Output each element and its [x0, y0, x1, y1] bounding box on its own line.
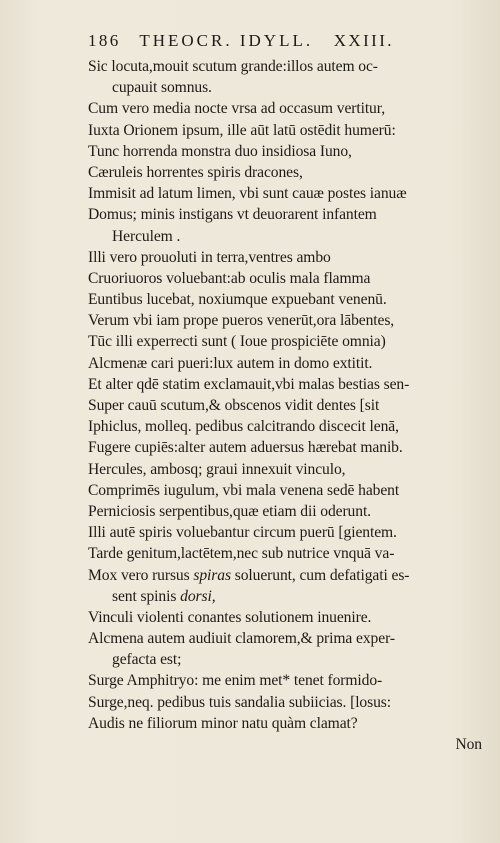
line-text: Cum vero media nocte vrsa ad occasum vertitur,: [88, 100, 386, 118]
line-text: Cæruleis horrentes spiris dracones,: [88, 163, 303, 181]
text-line: [88, 628, 488, 649]
idyll-number: XXIII.: [333, 31, 394, 50]
line-text: Audis ne filiorum minor natu quàm clamat?: [88, 714, 358, 732]
text-line: [88, 310, 488, 331]
line-text: Cruoriuoros voluebant:ab oculis mala flamma: [88, 269, 371, 287]
line-text: Comprimēs iugulum, vbi mala venena sedē habent: [88, 481, 400, 499]
text-line: [88, 459, 488, 480]
line-text: gefacta est;: [112, 651, 182, 669]
catchword: Non: [455, 736, 482, 753]
line-text: Herculem .: [112, 227, 181, 245]
text-line: [88, 120, 488, 141]
text-line: [88, 586, 488, 607]
text-line: [88, 98, 488, 119]
text-line: [88, 56, 488, 77]
line-text: cupauit somnus.: [112, 79, 212, 97]
text-line: [88, 416, 488, 437]
line-text: Illi vero prouoluti in terra,ventres ambo: [88, 248, 331, 266]
line-text: Alcmenæ cari pueri:lux autem in domo extitit.: [88, 354, 373, 372]
text-line: [88, 331, 488, 352]
line-text: Et alter qdē statim exclamauit,vbi malas bestias sen-: [88, 375, 410, 393]
italic-word: spiras: [193, 566, 231, 584]
line-text: sent spinis: [112, 587, 181, 605]
text-line: [88, 670, 488, 691]
line-text: Perniciosis serpentibus,quæ etiam dii oderunt.: [88, 502, 371, 520]
text-line: [88, 353, 488, 374]
line-text: Domus; minis instigans vt deuorarent infantem: [88, 206, 377, 224]
line-text: Super cauū scutum,& obscenos vidit dentes [sit: [88, 397, 380, 414]
text-line: [88, 226, 488, 247]
line-text: Illi autē spiris voluebantur circum puerū [gientem.: [88, 524, 397, 542]
line-text: Sic locuta,mouit scutum grande:illos autem oc-: [88, 58, 378, 75]
text-line: [88, 480, 488, 501]
latin-text-block: [88, 56, 488, 755]
text-line: [88, 649, 488, 670]
line-text: Euntibus lucebat, noxiumque expuebant venenū.: [88, 291, 387, 309]
running-header: [88, 31, 468, 51]
line-text: Tarde genitum,lactētem,nec sub nutrice vnquā va-: [88, 545, 395, 563]
text-line: [88, 183, 488, 204]
text-line: [88, 522, 488, 543]
line-text: Mox vero rursus: [88, 566, 194, 584]
line-text: Tunc horrenda monstra duo insidiosa Iuno,: [88, 142, 352, 160]
line-text: Fugere cupiēs:alter autem aduersus hærebat manib.: [88, 439, 403, 457]
line-text: Vinculi violenti conantes solutionem inuenire.: [88, 608, 372, 626]
text-line: [88, 204, 488, 225]
page-number: 186: [88, 31, 121, 50]
text-line: [88, 501, 488, 522]
text-line: [88, 692, 488, 713]
text-line: [88, 141, 488, 162]
line-text: Surge,neq. pedibus tuis sandalia subiicias. [losus:: [88, 693, 391, 711]
line-text: Immisit ad latum limen, vbi sunt cauæ postes ianuæ: [88, 185, 407, 203]
text-line: [88, 437, 488, 458]
text-line: [88, 395, 488, 416]
line-text: Hercules, ambosq; graui innexuit vinculo,: [88, 460, 346, 478]
text-line: [88, 247, 488, 268]
text-line: [88, 77, 488, 98]
line-text-continued: soluerunt, cum defatigati es-: [230, 566, 410, 584]
text-line: [88, 607, 488, 628]
running-title: THEOCR. IDYLL.: [139, 31, 314, 50]
text-line: [88, 565, 488, 586]
text-line: [88, 543, 488, 564]
line-text: Iuxta Orionem ipsum, ille aūt latū ostēdit humerū:: [88, 121, 396, 139]
line-text: Tūc illi experrecti sunt ( Ioue prospiciēte omnia): [88, 333, 386, 351]
italic-word: dorsi,: [180, 587, 216, 605]
line-text: Alcmena autem audiuit clamorem,& prima exper-: [88, 630, 395, 648]
line-text: Iphiclus, molleq. pedibus calcitrando discecit lenā,: [88, 418, 399, 436]
text-line: [88, 162, 488, 183]
text-line: [88, 268, 488, 289]
line-text: Surge Amphitryo: me enim met* tenet formido-: [88, 672, 383, 690]
text-line: [88, 713, 488, 734]
text-line: [88, 289, 488, 310]
text-line: [88, 374, 488, 395]
line-text: Verum vbi iam prope pueros venerūt,ora lābentes,: [88, 312, 395, 330]
